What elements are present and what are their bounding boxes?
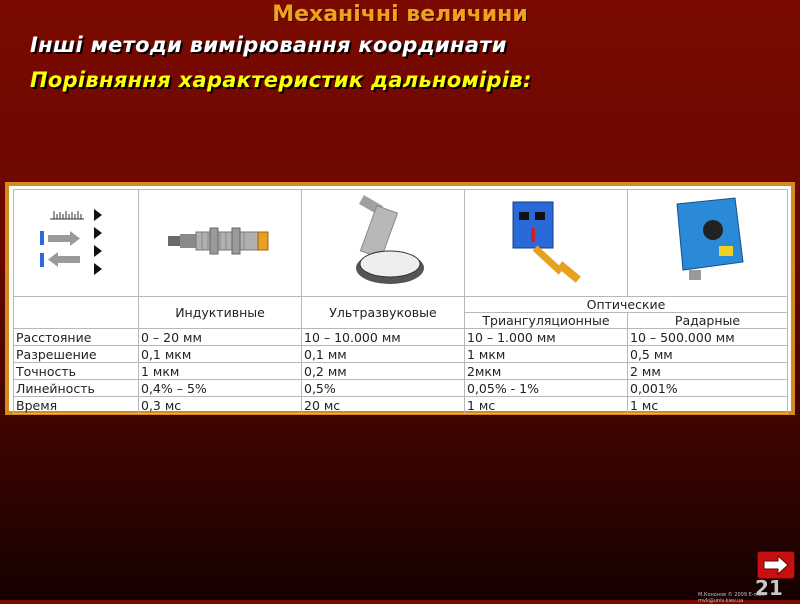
table-cell: 0,2 мм <box>302 363 465 380</box>
subtitle-methods: Інші методи вимірювання координати <box>30 33 507 57</box>
column-header-inductive: Индуктивные <box>139 297 302 329</box>
table-row <box>14 380 788 397</box>
table-cell: 10 – 1.000 мм <box>465 329 628 346</box>
column-header-ultrasonic: Ультразвуковые <box>302 297 465 329</box>
header-empty <box>14 297 139 329</box>
row-label: Разрешение <box>14 346 139 363</box>
table-cell: 10 – 10.000 мм <box>302 329 465 346</box>
table-cell: 20 мс <box>302 397 465 414</box>
table-cell: 2 мм <box>628 363 788 380</box>
row-label: Время <box>14 397 139 414</box>
slide-title: Механічні величини <box>272 2 528 27</box>
table-cell: 0,05% - 1% <box>465 380 628 397</box>
arrow-right-icon <box>758 552 794 578</box>
comparison-table <box>13 189 788 414</box>
comparison-table-frame <box>5 182 795 415</box>
column-header-triangulation: Триангуляционные <box>465 313 628 329</box>
table-row <box>14 397 788 414</box>
table-cell: 1 мкм <box>139 363 302 380</box>
table-row <box>14 346 788 363</box>
table-cell: 2мкм <box>465 363 628 380</box>
subtitle-comparison: Порівняння характеристик дальномірів: <box>30 68 532 92</box>
ruler-arrows-icon <box>14 190 139 297</box>
table-cell: 1 мс <box>465 397 628 414</box>
table-cell: 1 мкм <box>465 346 628 363</box>
group-header-optical: Оптические <box>465 297 788 313</box>
table-cell: 1 мс <box>628 397 788 414</box>
table-cell: 0,5 мм <box>628 346 788 363</box>
triangulation-sensor-image <box>465 190 628 297</box>
next-slide-button[interactable] <box>757 551 795 579</box>
footer-note: М.Кононов © 2009 E-mail: mvk@univ.kiev.ua <box>698 592 766 604</box>
radar-sensor-image <box>628 190 788 297</box>
column-header-radar: Радарные <box>628 313 788 329</box>
table-cell: 0,5% <box>302 380 465 397</box>
row-label: Точность <box>14 363 139 380</box>
table-cell: 10 – 500.000 мм <box>628 329 788 346</box>
row-label: Расстояние <box>14 329 139 346</box>
ultrasonic-sensor-image <box>302 190 465 297</box>
table-cell: 0,001% <box>628 380 788 397</box>
row-label: Линейность <box>14 380 139 397</box>
table-row <box>14 363 788 380</box>
table-row <box>14 329 788 346</box>
table-cell: 0,1 мм <box>302 346 465 363</box>
table-cell: 0,3 мс <box>139 397 302 414</box>
table-cell: 0,1 мкм <box>139 346 302 363</box>
table-cell: 0,4% – 5% <box>139 380 302 397</box>
page-number: 21 <box>755 576 783 600</box>
inductive-sensor-image <box>139 190 302 297</box>
table-cell: 0 – 20 мм <box>139 329 302 346</box>
